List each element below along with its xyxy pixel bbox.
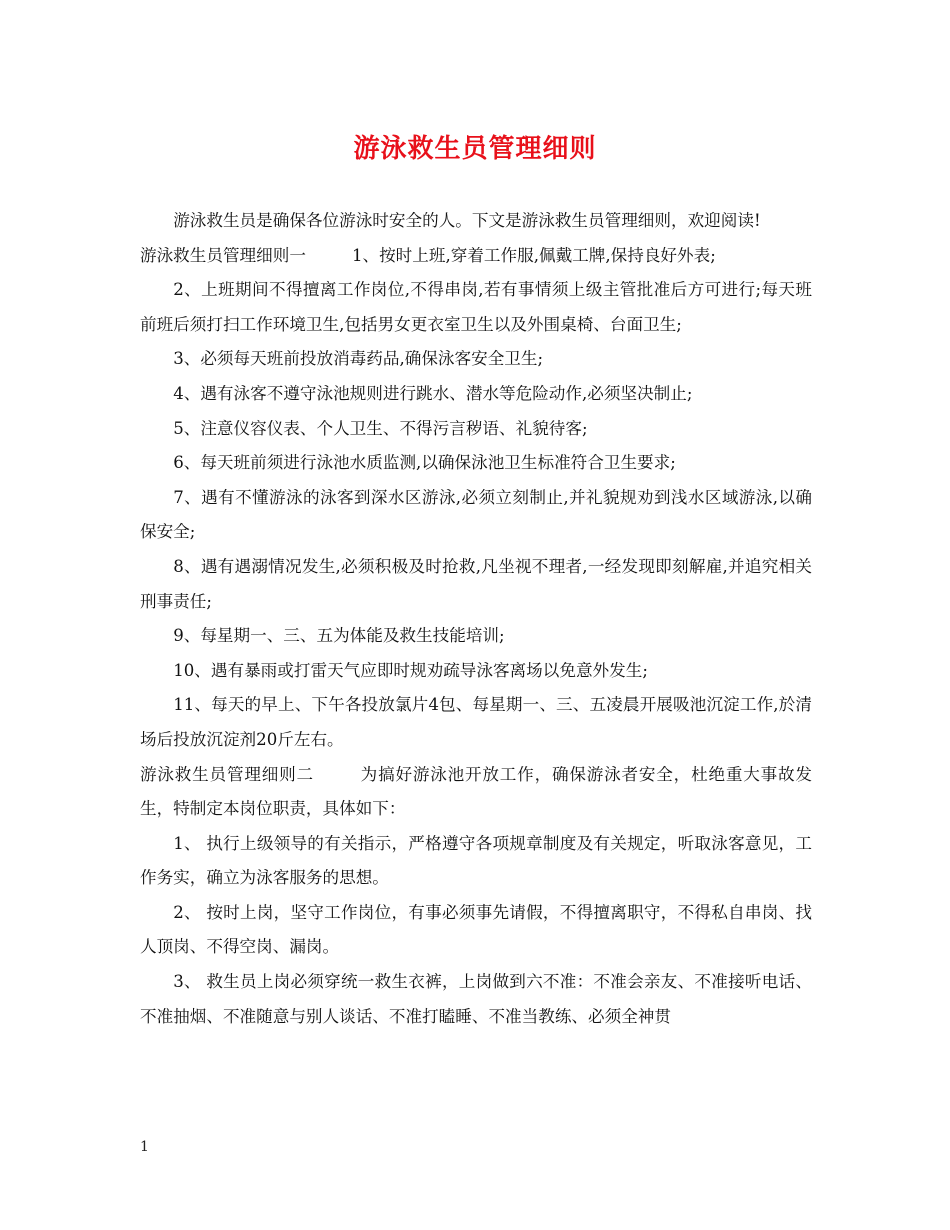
section1-item: 7、遇有不懂游泳的泳客到深水区游泳,必须立刻制止,并礼貌规劝到浅水区域游泳,以确保安全;: [140, 487, 812, 542]
document-body: [140, 204, 812, 1034]
section1-item: 6、每天班前须进行泳池水质监测,以确保泳池卫生标准符合卫生要求;: [173, 453, 676, 473]
section1-item: 2、上班期间不得擅离工作岗位,不得串岗,若有事情须上级主管批准后方可进行;每天班前班后须打扫工作环境卫生,包括男女更衣室卫生以及外围桌椅、台面卫生;: [140, 280, 812, 334]
page-title: 游泳救生员管理细则: [353, 134, 597, 164]
section1-heading: 游泳救生员管理细则一: [140, 245, 306, 265]
section1-item: 3、必须每天班前投放消毒药品,确保泳客安全卫生;: [173, 349, 544, 369]
section1-item: 9、每星期一、三、五为体能及救生技能培训;: [173, 626, 505, 646]
intro-paragraph: 游泳救生员是确保各位游泳时安全的人。下文是游泳救生员管理细则，欢迎阅读!: [173, 211, 761, 230]
section2-heading-line: [140, 758, 812, 827]
section1-item: 5、注意仪容仪表、个人卫生、不得污言秽语、礼貌待客;: [173, 418, 588, 438]
section2-item: 3、 救生员上岗必须穿统一救生衣裤，上岗做到六不准：不准会亲友、不准接听电话、不准抽烟、不准随意与别人谈话、不准打瞌睡、不准当教练、必须全神贯: [140, 972, 812, 1026]
section1-item: 10、遇有暴雨或打雷天气应即时规劝疏导泳客离场以免意外发生;: [173, 660, 648, 680]
section2-item: 1、 执行上级领导的有关指示，严格遵守各项规章制度及有关规定，听取泳客意见，工作务实，确立为泳客服务的思想。: [140, 833, 812, 888]
section2-item: 2、 按时上岗，坚守工作岗位，有事必须事先请假，不得擅离职守，不得私自串岗、找人顶岗、不得空岗、漏岗。: [140, 902, 812, 957]
section1-item: 4、遇有泳客不遵守泳池规则进行跳水、潜水等危险动作,必须坚决制止;: [173, 383, 693, 403]
section2-heading: 游泳救生员管理细则二: [140, 764, 314, 784]
section1-item-1: 1、按时上班,穿着工作服,佩戴工牌,保持良好外表;: [351, 245, 716, 265]
page-number: 1: [140, 1139, 149, 1155]
section1-item: 8、遇有遇溺情况发生,必须积极及时抢救,凡坐视不理者,一经发现即刻解雇,并追究相关刑事责任;: [140, 556, 812, 611]
section2-lead: 为搞好游泳池开放工作，确保游泳者安全，杜绝重大事故发生，特制定本岗位职责，具体如下：: [140, 764, 813, 819]
section1-heading-line: [140, 239, 812, 274]
section1-item: 11、每天的早上、下午各投放氯片4包、每星期一、三、五凌晨开展吸池沉淀工作,於清场后投放沉淀剂20斤左右。: [140, 695, 812, 749]
